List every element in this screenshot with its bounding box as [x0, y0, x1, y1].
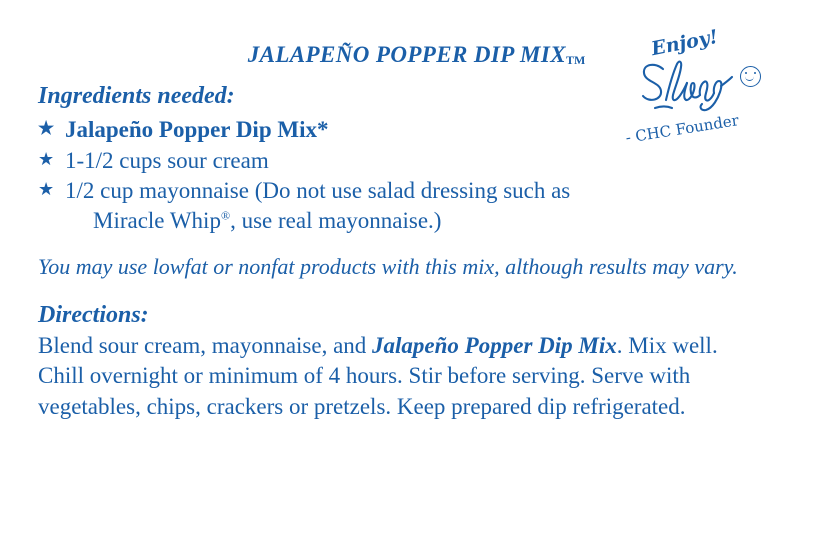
star-bullet-icon: ★ — [38, 179, 55, 200]
directions-heading: Directions: — [38, 301, 149, 328]
directions-body — [38, 331, 758, 423]
usage-note: You may use lowfat or nonfat products with this mix, although results may vary. — [38, 254, 738, 280]
directions-part-1: Blend sour cream, mayonnaise, and — [38, 332, 373, 358]
smiley-mouth — [745, 74, 754, 81]
star-bullet-icon: ★ — [38, 118, 55, 139]
ingredient-text-continued — [65, 206, 764, 235]
list-item — [38, 176, 764, 235]
ingredients-heading: Ingredients needed: — [38, 83, 235, 109]
directions-part-2: . Mix well. Chill overnight or minimum of 4 hours. Stir before serving. Serve with vegetables, chips, crackers or pretzels. Keep prepared dip refrigerated. — [38, 332, 718, 419]
page-title-text: JALAPEÑO POPPER DIP MIX — [247, 42, 566, 67]
brand-name: Miracle Whip — [93, 207, 221, 233]
trademark-mark: TM — [565, 53, 586, 67]
list-item — [38, 146, 764, 175]
ingredients-list — [38, 115, 764, 235]
ingredient-text: 1/2 cup mayonnaise (Do not use salad dressing such as — [65, 178, 571, 204]
star-bullet-icon: ★ — [38, 148, 55, 169]
ingredient-text: Jalapeño Popper Dip Mix* — [65, 117, 329, 143]
ingredient-text: 1-1/2 cups sour cream — [65, 147, 269, 173]
recipe-content — [38, 82, 764, 422]
registered-mark: ® — [220, 207, 231, 222]
founder-caption: - CHC Founder — [624, 111, 740, 147]
list-item — [38, 115, 764, 144]
directions-mix-name: Jalapeño Popper Dip Mix — [372, 332, 617, 358]
ingredient-text-tail: , use real mayonnaise.) — [230, 207, 442, 233]
enjoy-text: Enjoy! — [649, 25, 720, 61]
